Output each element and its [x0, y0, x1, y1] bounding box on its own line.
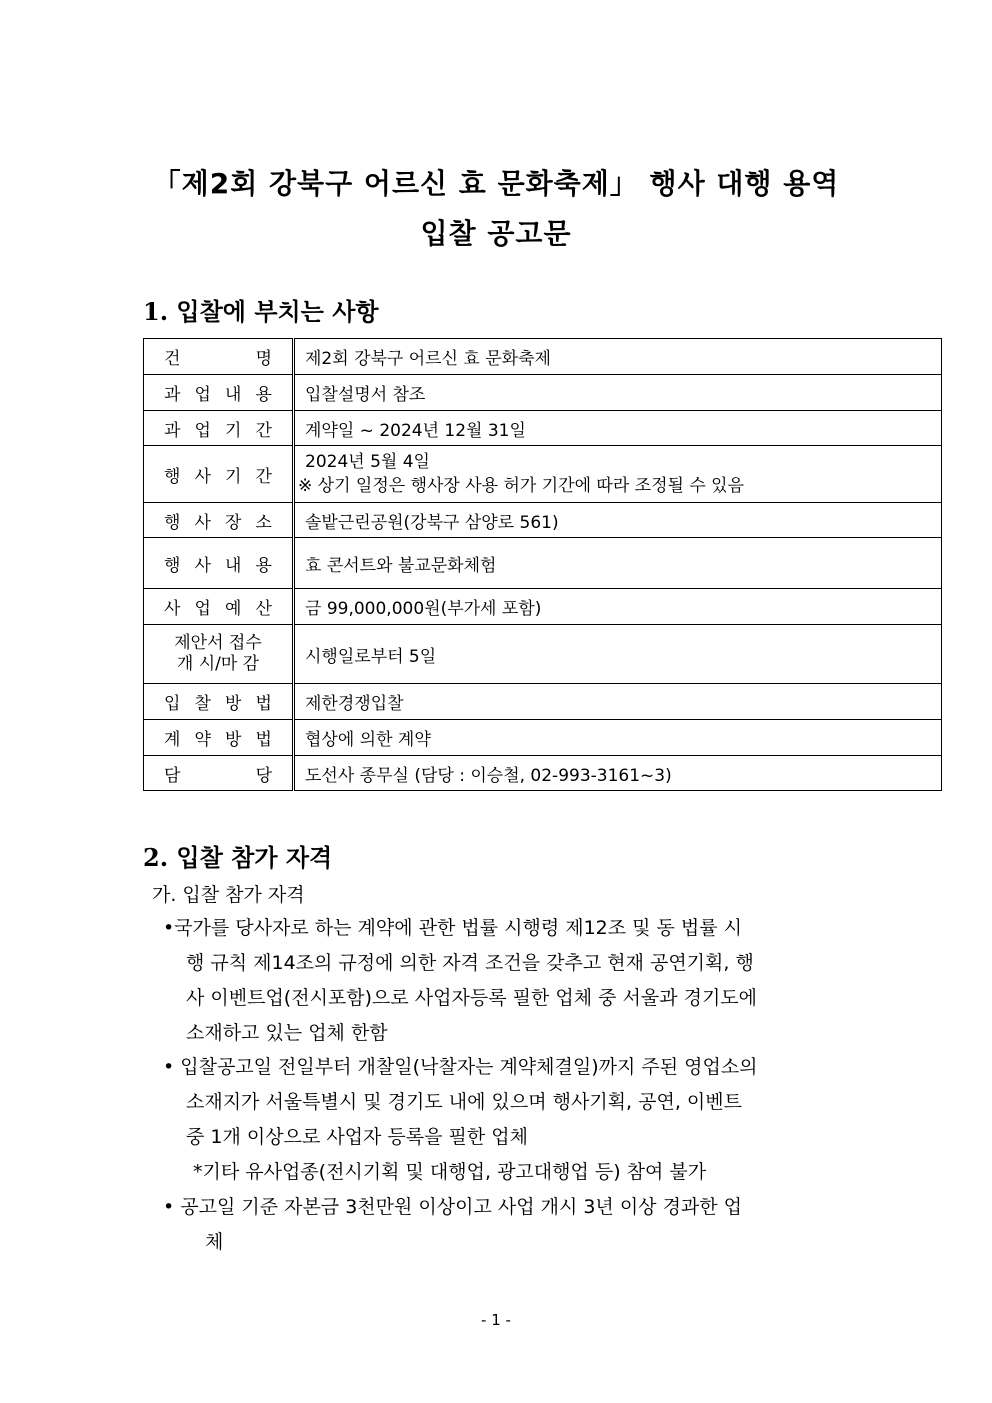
table-row	[144, 375, 942, 411]
table-row	[144, 411, 942, 446]
row-label: 담 당	[144, 756, 294, 791]
event-date-note: ※ 상기 일정은 행사장 사용 허가 기간에 따라 조정될 수 있음	[298, 476, 744, 496]
row-label: 행 사 내 용	[144, 538, 294, 589]
bullet-qualification-1	[163, 911, 853, 1051]
row-label: 행 사 장 소	[144, 503, 294, 538]
row-value: 금 99,000,000원(부가세 포함)	[294, 589, 942, 625]
row-value: 제한경쟁입찰	[294, 684, 942, 720]
bullet-note: *기타 유사업종(전시기획 및 대행업, 광고대행업 등) 참여 불가	[193, 1161, 707, 1183]
row-label	[144, 625, 294, 684]
table-row	[144, 720, 942, 756]
subsection-heading: 가. 입찰 참가 자격	[152, 884, 305, 906]
bid-info-table	[143, 338, 942, 791]
bullet-line: 소재하고 있는 업체 한함	[186, 1022, 388, 1044]
row-label: 사 업 예 산	[144, 589, 294, 625]
row-value: 시행일로부터 5일	[294, 625, 942, 684]
bullet-line: 사 이벤트업(전시포함)으로 사업자등록 필한 업체 중 서울과 경기도에	[186, 987, 758, 1009]
bullet-line: 체	[205, 1231, 224, 1253]
table-row	[144, 589, 942, 625]
table-row	[144, 625, 942, 684]
bullet-qualification-3	[163, 1190, 853, 1260]
row-label: 입 찰 방 법	[144, 684, 294, 720]
row-value: 효 콘서트와 불교문화체험	[294, 538, 942, 589]
bullet-line: • 입찰공고일 전일부터 개찰일(낙찰자는 계약체결일)까지 주된 영업소의	[163, 1056, 758, 1078]
table-row	[144, 339, 942, 375]
row-label: 행 사 기 간	[144, 446, 294, 503]
page-number: - 1 -	[481, 1311, 511, 1329]
section1-heading: 1. 입찰에 부치는 사항	[143, 297, 379, 326]
table-row	[144, 684, 942, 720]
table-row	[144, 538, 942, 589]
bullet-line: 소재지가 서울특별시 및 경기도 내에 있으며 행사기획, 공연, 이벤트	[186, 1091, 742, 1113]
row-value	[294, 446, 942, 503]
row-value: 입찰설명서 참조	[294, 375, 942, 411]
section2-heading: 2. 입찰 참가 자격	[143, 843, 333, 872]
bullet-line: 행 규칙 제14조의 규정에 의한 자격 조건을 갖추고 현재 공연기획, 행	[186, 952, 754, 974]
row-label: 과 업 내 용	[144, 375, 294, 411]
event-date: 2024년 5월 4일	[305, 452, 430, 472]
row-label: 계 약 방 법	[144, 720, 294, 756]
table-row	[144, 446, 942, 503]
bullet-line: • 공고일 기준 자본금 3천만원 이상이고 사업 개시 3년 이상 경과한 업	[163, 1196, 743, 1218]
row-value: 솔밭근린공원(강북구 삼양로 561)	[294, 503, 942, 538]
row-value: 도선사 종무실 (담당 : 이승철, 02-993-3161~3)	[294, 756, 942, 791]
table-row	[144, 503, 942, 538]
bullet-qualification-2	[163, 1050, 853, 1190]
row-label: 과 업 기 간	[144, 411, 294, 446]
proposal-label-line1: 제안서 접수	[174, 633, 262, 653]
bullet-line: •국가를 당사자로 하는 계약에 관한 법률 시행령 제12조 및 동 법률 시	[163, 917, 743, 939]
bullet-line: 중 1개 이상으로 사업자 등록을 필한 업체	[186, 1126, 528, 1148]
row-value: 협상에 의한 계약	[294, 720, 942, 756]
document-title-line1: 「제2회 강북구 어르신 효 문화축제」 행사 대행 용역	[152, 167, 840, 200]
document-title-line2: 입찰 공고문	[420, 217, 572, 250]
table-row	[144, 756, 942, 791]
proposal-label-line2: 개 시/마 감	[176, 654, 260, 674]
row-label: 건 명	[144, 339, 294, 375]
row-value: 제2회 강북구 어르신 효 문화축제	[294, 339, 942, 375]
row-value: 계약일 ~ 2024년 12월 31일	[294, 411, 942, 446]
